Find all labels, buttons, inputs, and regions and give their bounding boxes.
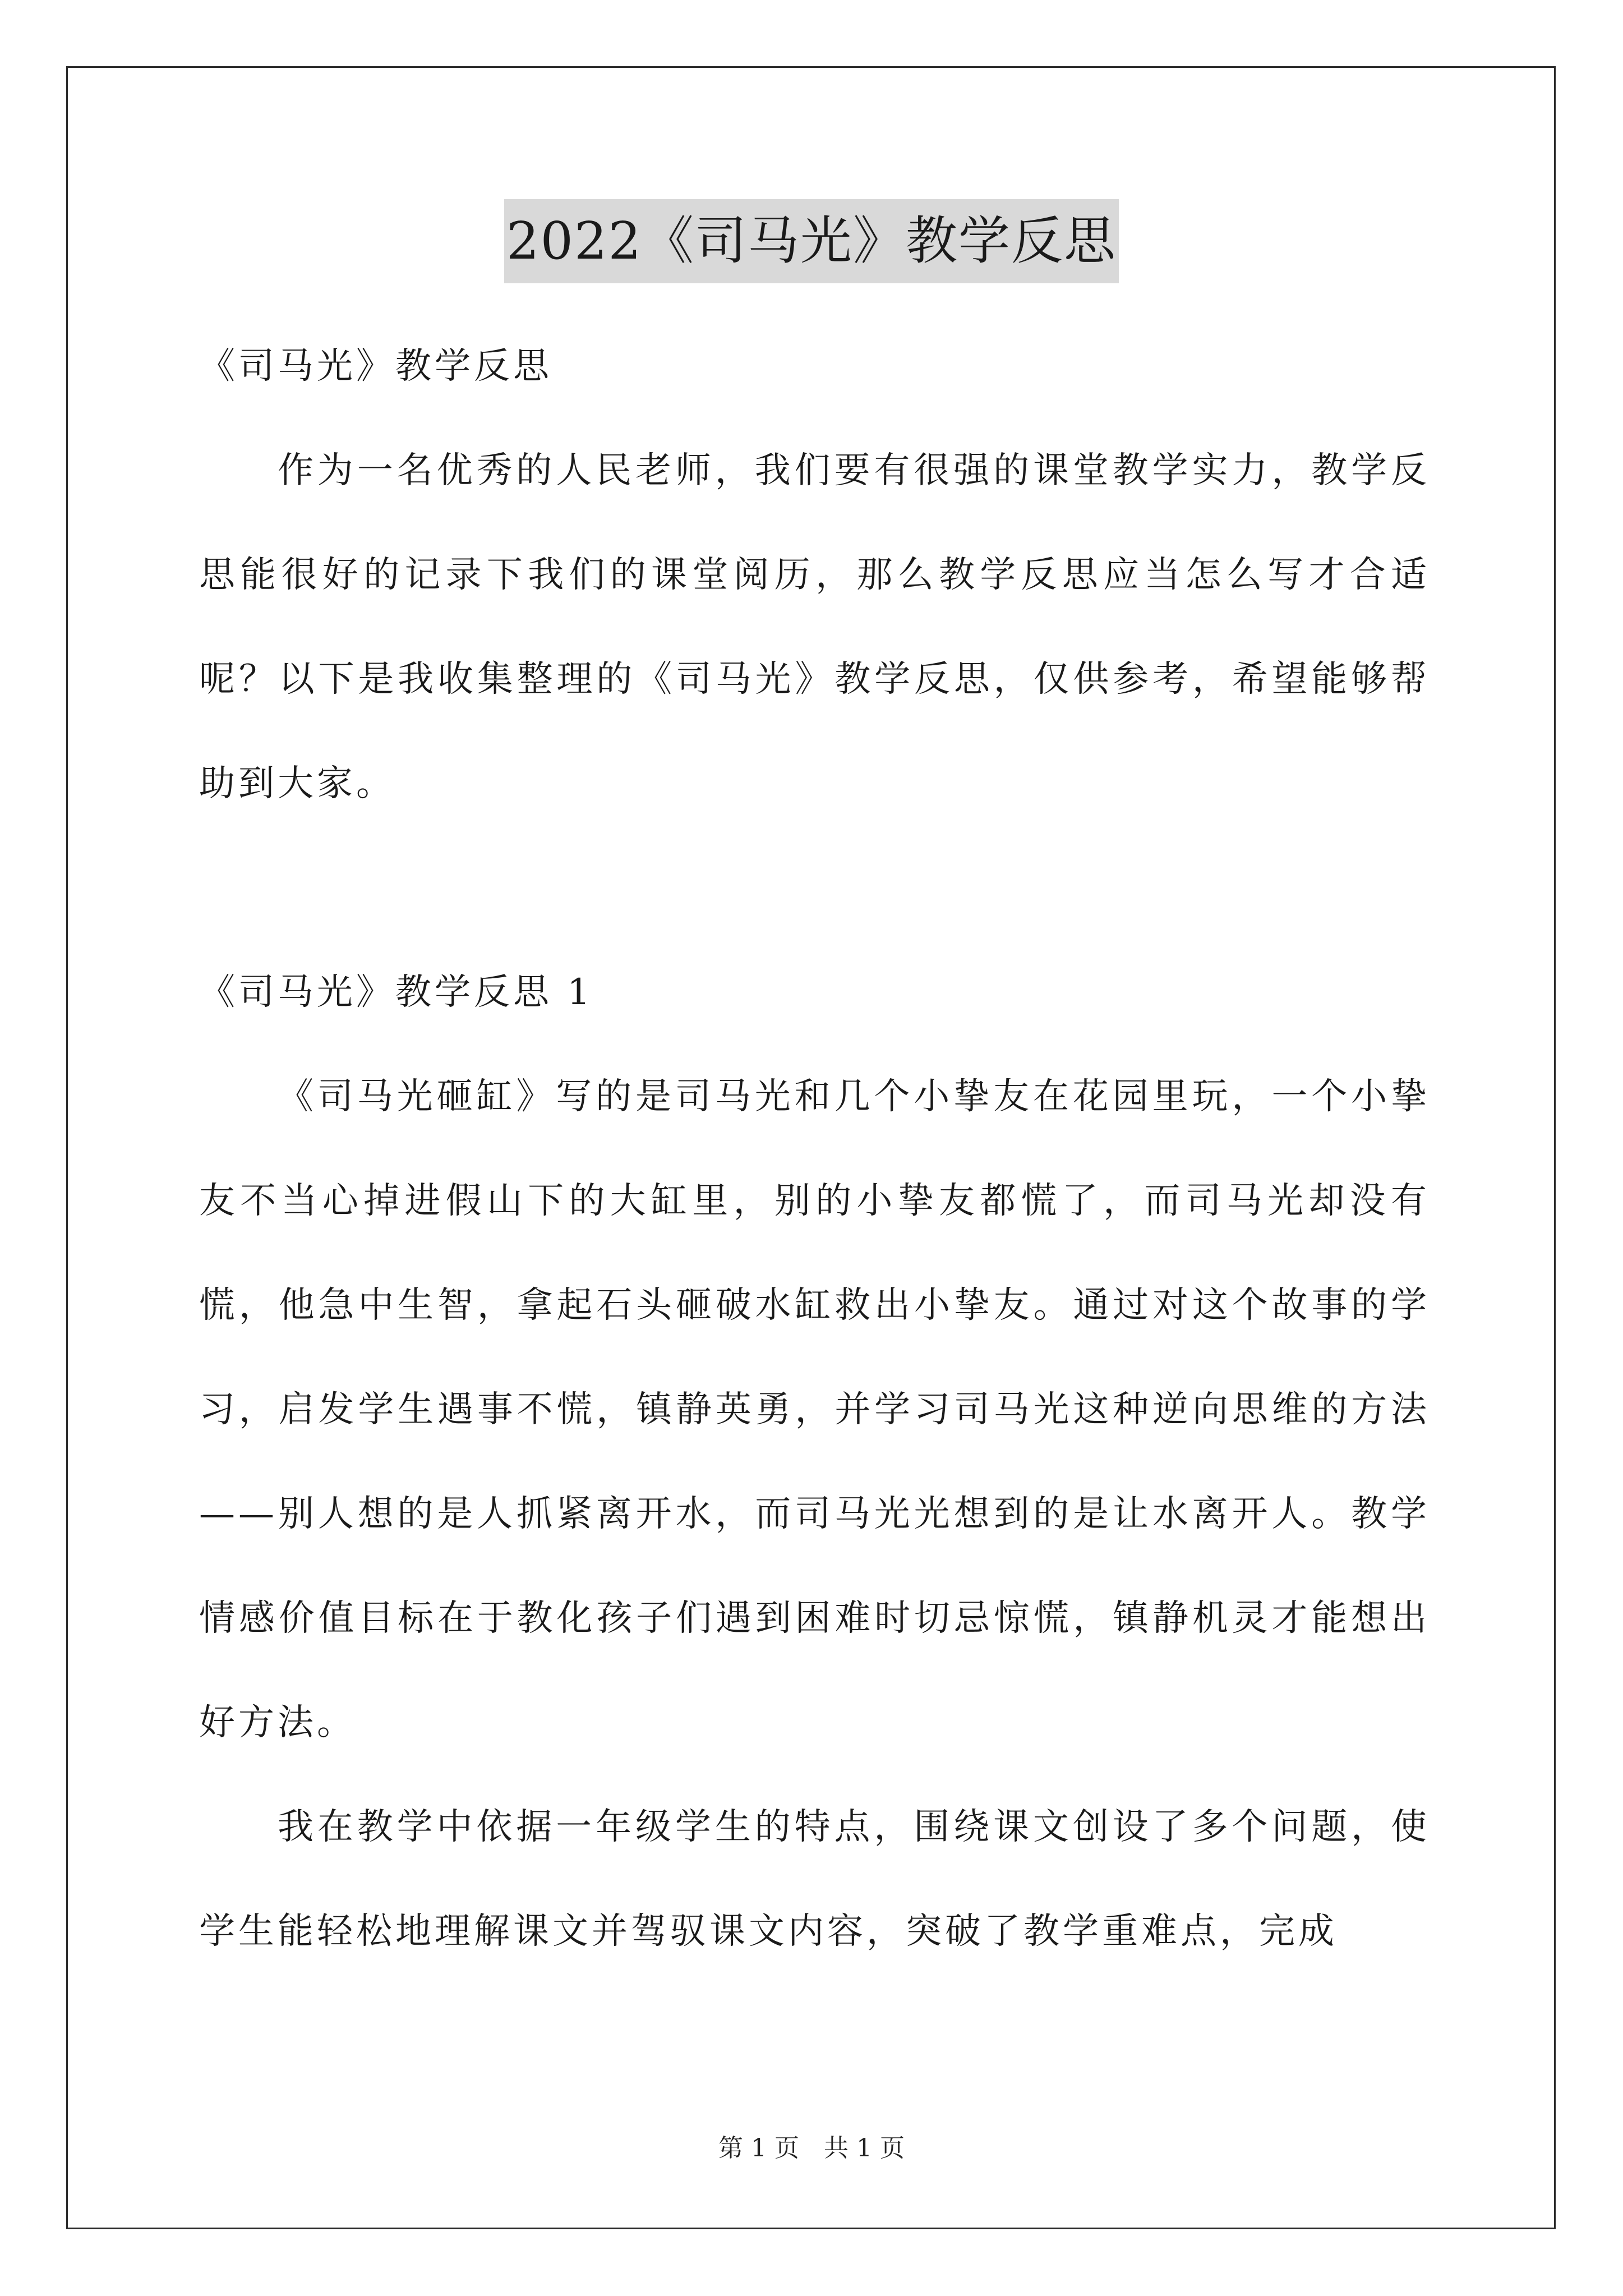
document-body	[199, 314, 1430, 1984]
intro-paragraph: 作为一名优秀的人民老师，我们要有很强的课堂教学实力，教学反思能很好的记录下我们的课堂阅历，那么教学反思应当怎么写才合适呢？以下是我收集整理的《司马光》教学反思，仅供参考，希望能够帮助到大家。	[199, 450, 1430, 804]
paragraph-spacer	[199, 836, 1430, 940]
page-footer: 第 1 页 共 1 页	[718, 2134, 905, 2162]
document-title: 2022《司马光》教学反思	[504, 199, 1119, 283]
title-container	[0, 199, 1623, 283]
section-heading: 《司马光》教学反思	[199, 346, 552, 387]
body-paragraph-2: 我在教学中依据一年级学生的特点，围绕课文创设了多个问题，使学生能轻松地理解课文并驾驭课文内容，突破了教学重难点，完成	[199, 1806, 1430, 1952]
section-heading-1: 《司马光》教学反思 1	[199, 972, 594, 1013]
body-paragraph-1: 《司马光砸缸》写的是司马光和几个小挚友在花园里玩，一个小挚友不当心掉进假山下的大缸里，别的小挚友都慌了，而司马光却没有慌，他急中生智，拿起石头砸破水缸救出小挚友。通过对这个故事的学习，启发学生遇事不慌，镇静英勇，并学习司马光这种逆向思维的方法——别人想的是人抓紧离开水，而司马光光想到的是让水离开人。教学情感价值目标在于教化孩子们遇到困难时切忌惊慌，镇静机灵才能想出好方法。	[199, 1076, 1430, 1743]
